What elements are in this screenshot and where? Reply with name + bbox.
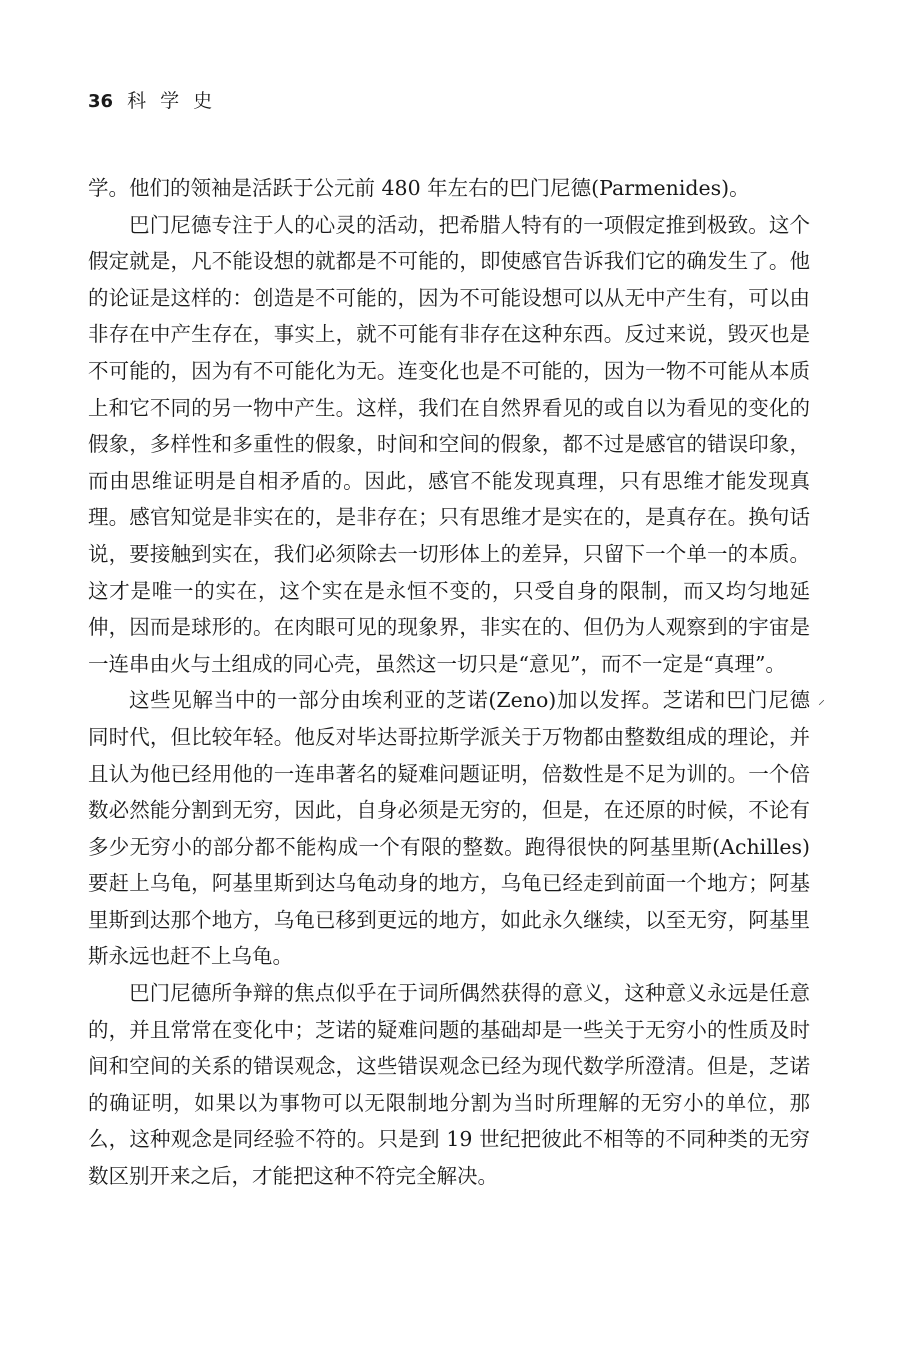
running-head (88, 86, 226, 113)
paragraph-zeno: 这些见解当中的一部分由埃利亚的芝诺(Zeno)加以发挥。芝诺和巴门尼德同时代，但比较年轻。他反对毕达哥拉斯学派关于万物都由整数组成的理论，并且认为他已经用他的一连串著名的疑难问题证明，倍数性是不足为训的。一个倍数必然能分割到无穷，因此，自身必须是无穷的，但是，在还原的时候，不论有多少无穷小的部分都不能构成一个有限的整数。跑得很快的阿基里斯(Achilles)要赶上乌龟，阿基里斯到达乌龟动身的地方，乌龟已经走到前面一个地方；阿基里斯到达那个地方，乌龟已移到更远的地方，如此永久继续，以至无穷，阿基里斯永远也赶不上乌龟。 (88, 688, 810, 969)
paragraph-parmenides: 巴门尼德专注于人的心灵的活动，把希腊人特有的一项假定推到极致。这个假定就是，凡不能设想的就都是不可能的，即使感官告诉我们它的确发生了。他的论证是这样的：创造是不可能的，因为不可能设想可以从无中产生有，可以由非存在中产生存在，事实上，就不可能有非存在这种东西。反过来说，毁灭也是不可能的，因为有不可能化为无。连变化也是不可能的，因为一物不可能从本质上和它不同的另一物中产生。这样，我们在自然界看见的或自以为看见的变化的假象，多样性和多重性的假象，时间和空间的假象，都不过是感官的错误印象，而由思维证明是自相矛盾的。因此，感官不能发现真理，只有思维才能发现真理。感官知觉是非实在的，是非存在；只有思维才是实在的，是真存在。换句话说，要接触到实在，我们必须除去一切形体上的差异，只留下一个单一的本质。这才是唯一的实在，这个实在是永恒不变的，只受自身的限制，而又均匀地延伸，因而是球形的。在肉眼可见的现象界，非实在的、但仍为人观察到的宇宙是一连串由火与土组成的同心壳，虽然这一切只是“意见”，而不一定是“真理”。 (88, 212, 810, 676)
book-title: 科学史 (127, 90, 227, 112)
body-text (88, 170, 810, 1195)
page-number: 36 (88, 91, 114, 112)
paragraph-continued: 学。他们的领袖是活跃于公元前 480 年左右的巴门尼德(Parmenides)。 (88, 176, 750, 200)
paragraph-conclusion: 巴门尼德所争辩的焦点似乎在于词所偶然获得的意义，这种意义永远是任意的，并且常常在变化中；芝诺的疑难问题的基础却是一些关于无穷小的性质及时间和空间的关系的错误观念，这些错误观念已经为现代数学所澄清。但是，芝诺的确证明，如果以为事物可以无限制地分割为当时所理解的无穷小的单位，那么，这种观念是同经验不符的。只是到 19 世纪把彼此不相等的不同种类的无穷数区别开来之后，才能把这种不符完全解决。 (88, 981, 810, 1189)
margin-pencil-mark: ⸝ (818, 692, 825, 708)
